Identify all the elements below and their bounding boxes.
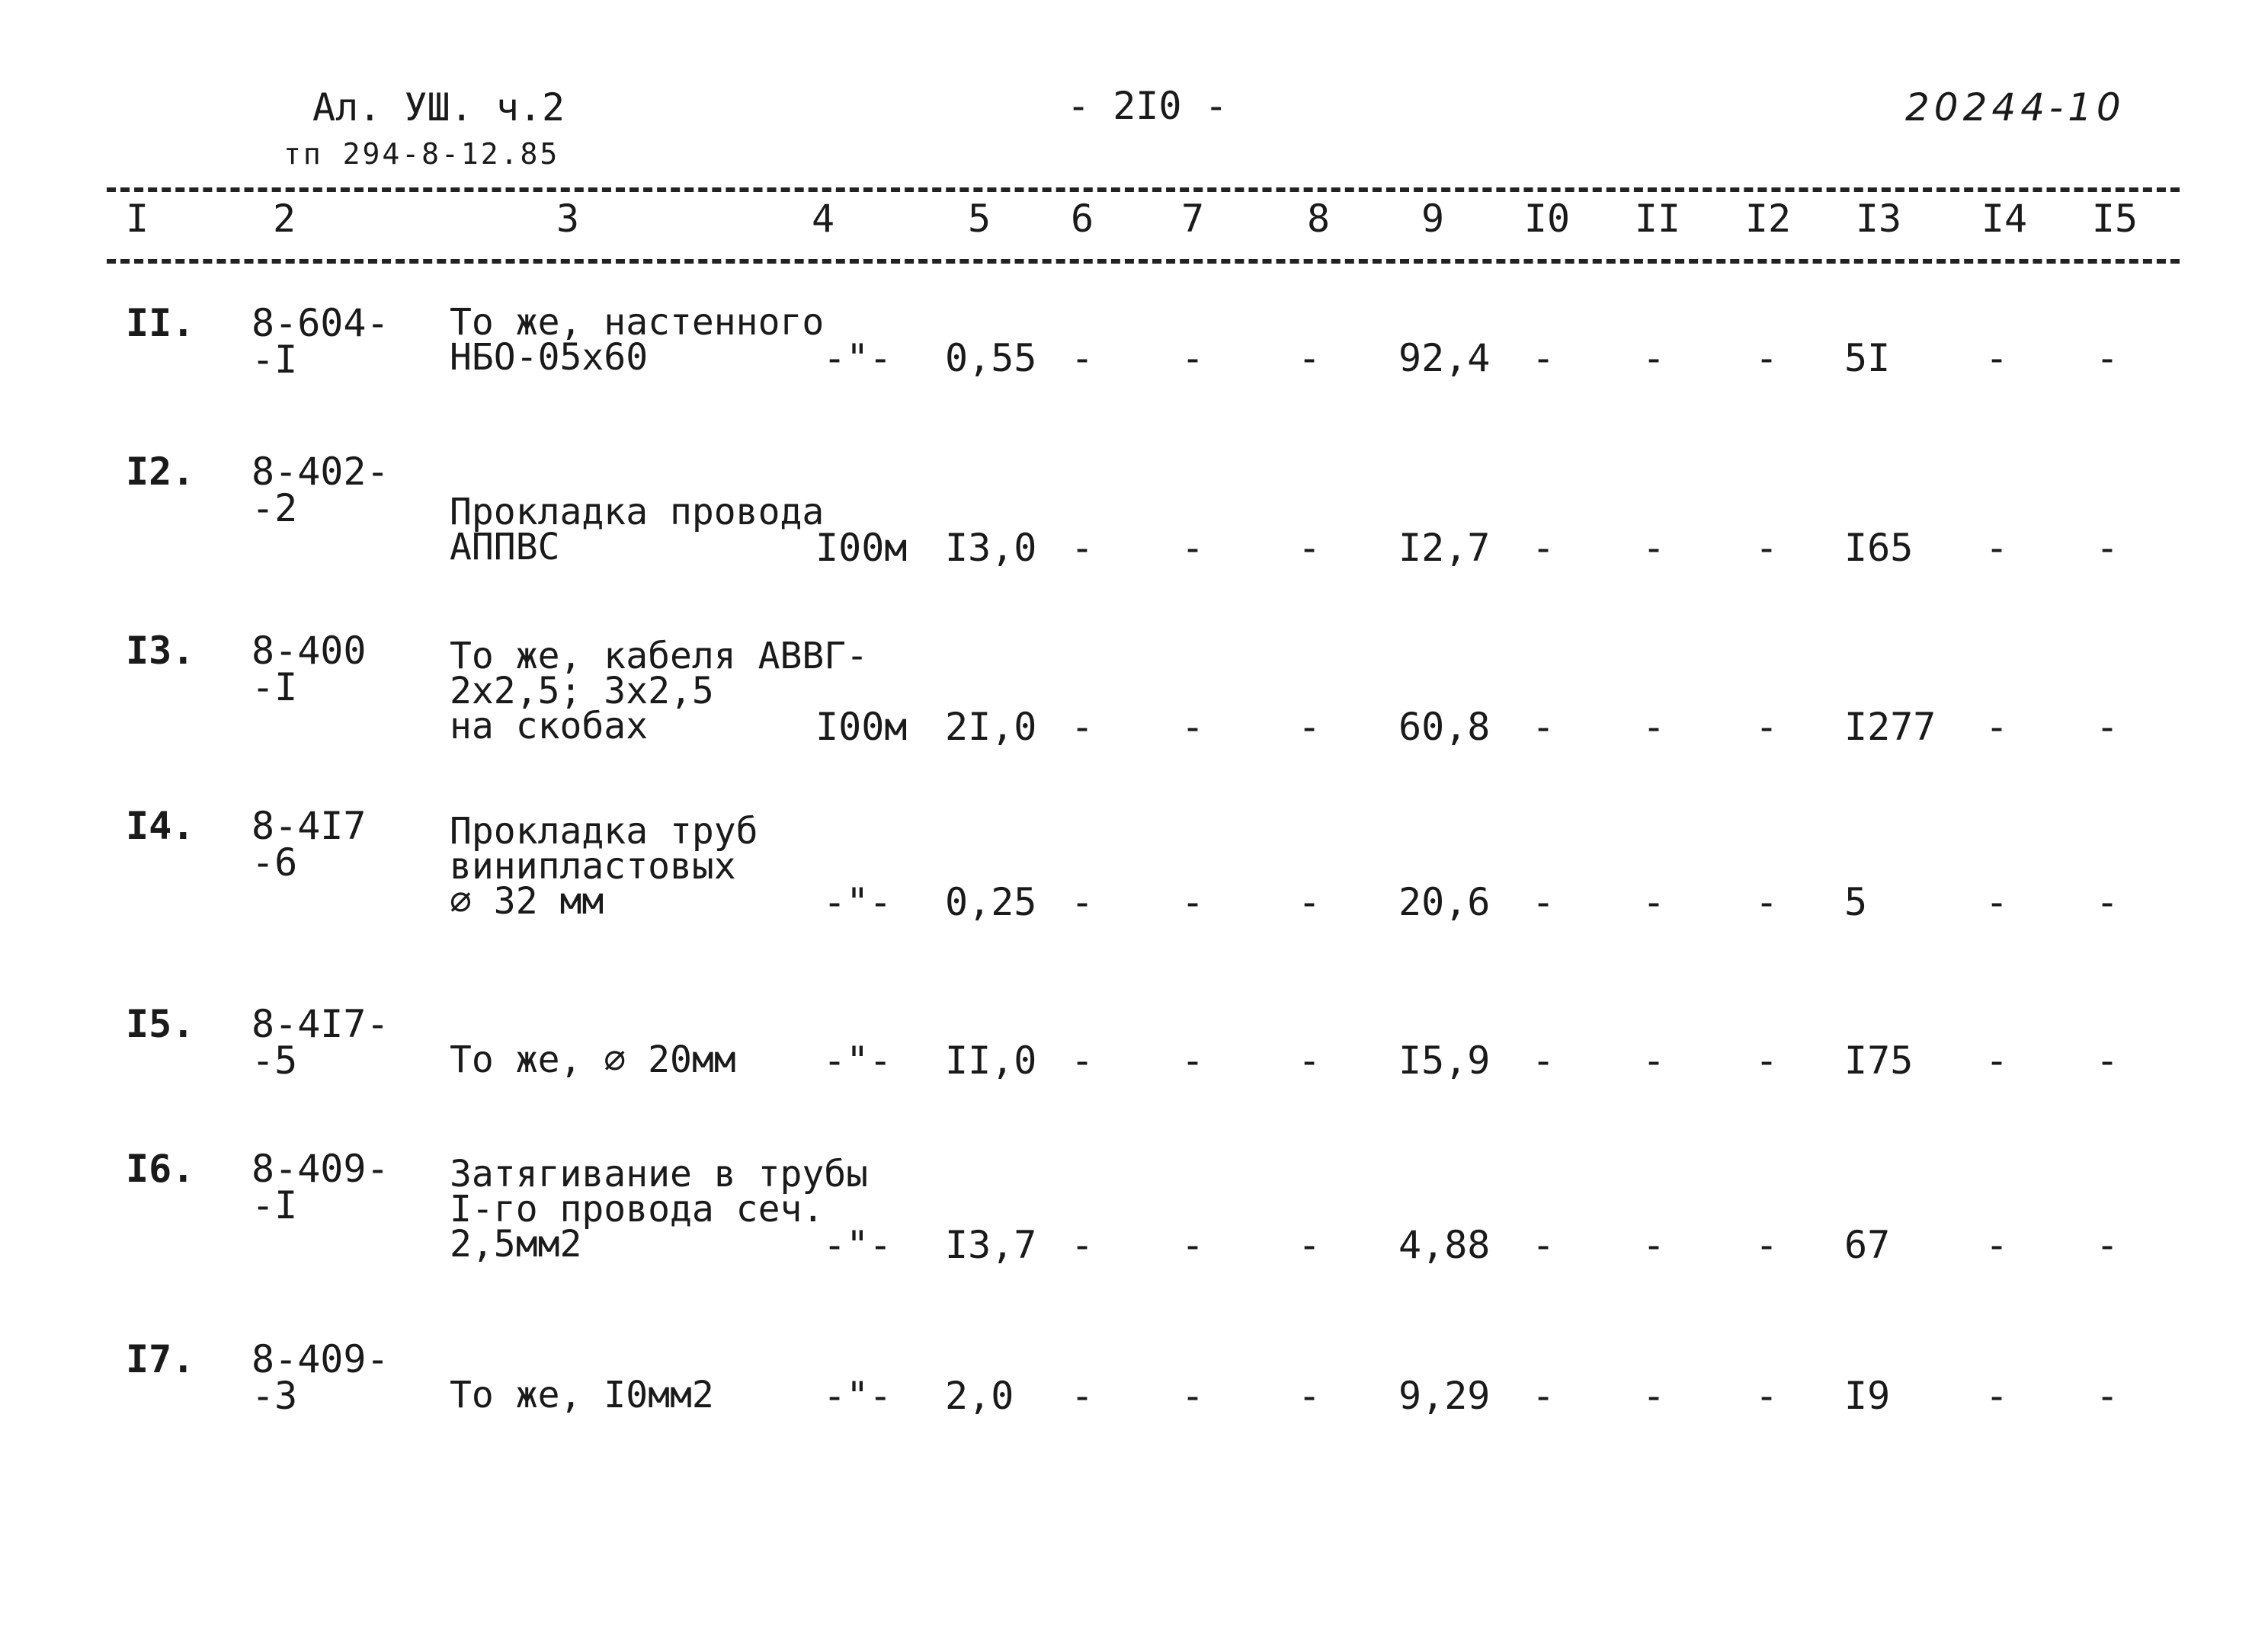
column-number-7: 7 bbox=[1180, 197, 1205, 241]
row-number: I6. bbox=[126, 1147, 195, 1191]
row-col15: - bbox=[2095, 1039, 2119, 1083]
column-number-6: 6 bbox=[1070, 197, 1094, 241]
row-col8: - bbox=[1297, 1223, 1321, 1267]
row-col7: - bbox=[1180, 1223, 1205, 1267]
column-number-5: 5 bbox=[967, 197, 991, 241]
row-col5: 2I,0 bbox=[945, 705, 1037, 749]
row-number: I4. bbox=[126, 804, 195, 848]
row-code: 8-4I7 -6 bbox=[251, 804, 367, 885]
row-unit: I00м bbox=[815, 526, 908, 570]
row-col15: - bbox=[2095, 1223, 2119, 1267]
row-col6: - bbox=[1070, 880, 1094, 924]
row-col8: - bbox=[1297, 705, 1321, 749]
row-col10: - bbox=[1531, 880, 1555, 924]
row-col12: - bbox=[1754, 880, 1779, 924]
row-col6: - bbox=[1070, 336, 1094, 380]
row-col15: - bbox=[2095, 880, 2119, 924]
row-code: 8-409- -3 bbox=[251, 1337, 389, 1418]
row-col8: - bbox=[1297, 1374, 1321, 1418]
column-number-9: 9 bbox=[1421, 197, 1445, 241]
row-code: 8-402- -2 bbox=[251, 450, 389, 530]
row-col15: - bbox=[2095, 336, 2119, 380]
column-number-15: I5 bbox=[2091, 197, 2138, 241]
row-col11: - bbox=[1642, 336, 1666, 380]
row-col10: - bbox=[1531, 1039, 1555, 1083]
row-col10: - bbox=[1531, 705, 1555, 749]
row-col11: - bbox=[1642, 1374, 1666, 1418]
row-col10: - bbox=[1531, 1374, 1555, 1418]
row-col13: 5I bbox=[1844, 336, 1891, 380]
row-description: Прокладка труб винипластовых ∅ 32 мм bbox=[450, 810, 758, 923]
column-number-12: I2 bbox=[1744, 197, 1792, 241]
document-title: Ал. УШ. ч.2 bbox=[312, 85, 565, 130]
row-unit: -"- bbox=[823, 1039, 892, 1083]
row-col8: - bbox=[1297, 526, 1321, 570]
column-number-1: I bbox=[125, 197, 149, 241]
row-number: I3. bbox=[126, 629, 195, 673]
handwritten-number: 20244-10 bbox=[1905, 85, 2125, 130]
row-col15: - bbox=[2095, 526, 2119, 570]
row-col12: - bbox=[1754, 1374, 1779, 1418]
column-number-4: 4 bbox=[811, 197, 835, 241]
top-rule bbox=[107, 187, 2180, 192]
row-col6: - bbox=[1070, 1039, 1094, 1083]
row-col12: - bbox=[1754, 1223, 1779, 1267]
row-number: I7. bbox=[126, 1337, 195, 1381]
row-col11: - bbox=[1642, 1223, 1666, 1267]
row-code: 8-400 -I bbox=[251, 629, 367, 709]
row-col10: - bbox=[1531, 1223, 1555, 1267]
row-col13: 5 bbox=[1844, 880, 1868, 924]
row-col6: - bbox=[1070, 705, 1094, 749]
row-col9: 4,88 bbox=[1398, 1223, 1491, 1267]
row-col5: I3,7 bbox=[945, 1223, 1037, 1267]
row-col5: 2,0 bbox=[945, 1374, 1014, 1418]
row-code: 8-4I7- -5 bbox=[251, 1002, 389, 1083]
row-col15: - bbox=[2095, 705, 2119, 749]
row-col11: - bbox=[1642, 526, 1666, 570]
column-number-10: I0 bbox=[1523, 197, 1571, 241]
row-col12: - bbox=[1754, 705, 1779, 749]
row-col11: - bbox=[1642, 1039, 1666, 1083]
row-unit: -"- bbox=[823, 336, 892, 380]
row-col6: - bbox=[1070, 526, 1094, 570]
row-col7: - bbox=[1180, 1374, 1205, 1418]
header-rule bbox=[107, 259, 2180, 264]
row-description: Затягивание в трубы I-го провода сеч. 2,5мм2 bbox=[450, 1153, 869, 1266]
row-col14: - bbox=[1984, 880, 2009, 924]
row-col6: - bbox=[1070, 1374, 1094, 1418]
row-col5: 0,25 bbox=[945, 880, 1037, 924]
row-col12: - bbox=[1754, 336, 1779, 380]
row-description: То же, настенного НБО-05х60 bbox=[450, 301, 825, 379]
row-description: То же, кабеля АВВГ- 2х2,5; 3х2,5 на скобах bbox=[450, 635, 869, 747]
page-number: - 2I0 - bbox=[1067, 84, 1228, 128]
row-col10: - bbox=[1531, 526, 1555, 570]
row-col9: 20,6 bbox=[1398, 880, 1491, 924]
row-description: То же, I0мм2 bbox=[450, 1374, 714, 1416]
row-col12: - bbox=[1754, 526, 1779, 570]
row-col13: I65 bbox=[1844, 526, 1914, 570]
row-unit: -"- bbox=[823, 1374, 892, 1418]
row-col14: - bbox=[1984, 336, 2009, 380]
row-col7: - bbox=[1180, 336, 1205, 380]
row-col14: - bbox=[1984, 705, 2009, 749]
column-number-14: I4 bbox=[1981, 197, 2028, 241]
row-col8: - bbox=[1297, 880, 1321, 924]
row-col12: - bbox=[1754, 1039, 1779, 1083]
row-col14: - bbox=[1984, 1223, 2009, 1267]
row-code: 8-409- -I bbox=[251, 1147, 389, 1227]
row-col5: II,0 bbox=[945, 1039, 1037, 1083]
row-col5: 0,55 bbox=[945, 336, 1037, 380]
row-col13: I9 bbox=[1844, 1374, 1891, 1418]
row-col7: - bbox=[1180, 1039, 1205, 1083]
row-col9: I5,9 bbox=[1398, 1039, 1491, 1083]
row-col13: I75 bbox=[1844, 1039, 1914, 1083]
column-number-13: I3 bbox=[1855, 197, 1902, 241]
row-col14: - bbox=[1984, 1374, 2009, 1418]
row-col11: - bbox=[1642, 880, 1666, 924]
row-col8: - bbox=[1297, 336, 1321, 380]
row-number: II. bbox=[126, 301, 195, 345]
column-number-3: 3 bbox=[556, 197, 580, 241]
row-col7: - bbox=[1180, 705, 1205, 749]
row-col9: 9,29 bbox=[1398, 1374, 1491, 1418]
row-col14: - bbox=[1984, 526, 2009, 570]
row-col14: - bbox=[1984, 1039, 2009, 1083]
row-description: То же, ∅ 20мм bbox=[450, 1039, 736, 1081]
row-code: 8-604- -I bbox=[251, 301, 389, 382]
row-unit: -"- bbox=[823, 1223, 892, 1267]
row-number: I5. bbox=[126, 1002, 195, 1046]
row-col6: - bbox=[1070, 1223, 1094, 1267]
column-number-11: II bbox=[1634, 197, 1681, 241]
row-col7: - bbox=[1180, 526, 1205, 570]
row-description: Прокладка провода АППВС bbox=[450, 491, 825, 568]
column-number-2: 2 bbox=[272, 197, 296, 241]
row-col9: 60,8 bbox=[1398, 705, 1491, 749]
row-col8: - bbox=[1297, 1039, 1321, 1083]
row-col15: - bbox=[2095, 1374, 2119, 1418]
row-col11: - bbox=[1642, 705, 1666, 749]
row-col13: 67 bbox=[1844, 1223, 1891, 1267]
row-number: I2. bbox=[126, 450, 195, 494]
row-col7: - bbox=[1180, 880, 1205, 924]
row-col13: I277 bbox=[1844, 705, 1936, 749]
row-col5: I3,0 bbox=[945, 526, 1037, 570]
column-number-8: 8 bbox=[1306, 197, 1331, 241]
row-unit: -"- bbox=[823, 880, 892, 924]
row-col9: 92,4 bbox=[1398, 336, 1491, 380]
document-code: тп 294-8-12.85 bbox=[284, 137, 560, 171]
row-unit: I00м bbox=[815, 705, 908, 749]
row-col10: - bbox=[1531, 336, 1555, 380]
row-col9: I2,7 bbox=[1398, 526, 1491, 570]
